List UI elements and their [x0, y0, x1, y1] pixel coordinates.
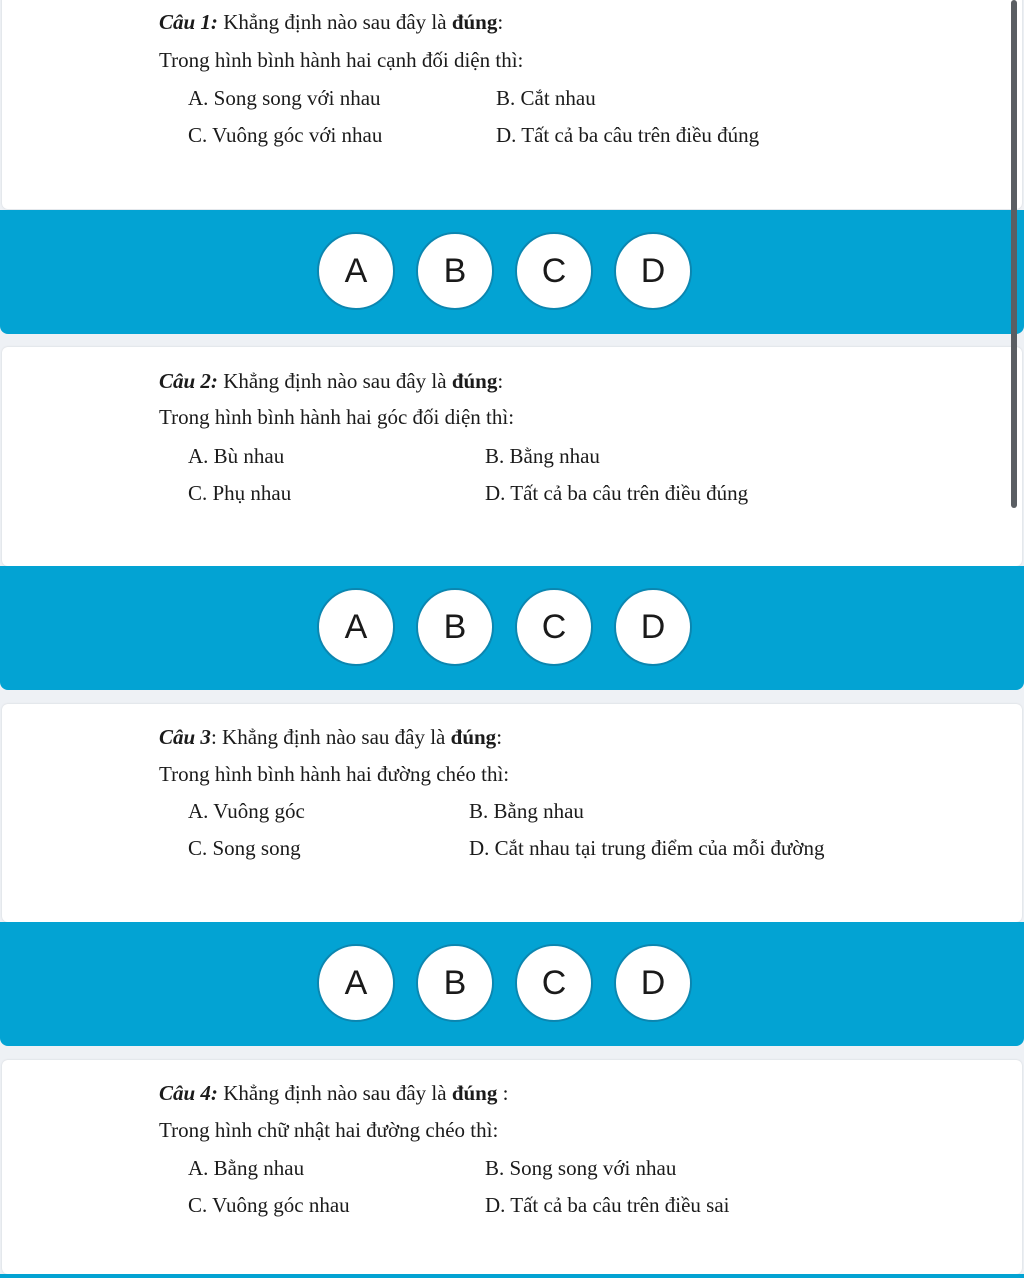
option-a: A. Bù nhau: [188, 444, 285, 468]
option-a: A. Bằng nhau: [188, 1156, 305, 1180]
option-a: A. Vuông góc: [188, 799, 305, 823]
answer-button-a[interactable]: A: [317, 232, 395, 310]
option-c: C. Phụ nhau: [188, 481, 292, 505]
question-title: Câu 3: Khẳng định nào sau đây là đúng:: [159, 725, 503, 749]
answer-button-d[interactable]: D: [614, 588, 692, 666]
answer-button-c[interactable]: C: [515, 944, 593, 1022]
answer-bar-1: [0, 210, 1024, 334]
option-d: D. Tất cả ba câu trên điều đúng: [496, 123, 760, 147]
question-title: Câu 4: Khẳng định nào sau đây là đúng :: [159, 1081, 509, 1105]
question-stem: Trong hình chữ nhật hai đường chéo thì:: [159, 1118, 499, 1142]
question-card-2: [2, 347, 1022, 566]
option-c: C. Vuông góc nhau: [188, 1193, 350, 1217]
question-stem: Trong hình bình hành hai cạnh đối diện thì:: [159, 48, 524, 72]
question-card-3: [2, 704, 1022, 922]
question-stem: Trong hình bình hành hai đường chéo thì:: [159, 762, 510, 786]
answer-button-b[interactable]: B: [416, 944, 494, 1022]
answer-button-b[interactable]: B: [416, 232, 494, 310]
answer-bar-4-edge: [0, 1274, 1024, 1278]
answer-button-b[interactable]: B: [416, 588, 494, 666]
scrollbar[interactable]: [1011, 0, 1017, 508]
answer-bar-3: [0, 922, 1024, 1046]
answer-button-a[interactable]: A: [317, 588, 395, 666]
option-a: A. Song song với nhau: [188, 86, 381, 110]
question-stem: Trong hình bình hành hai góc đối diện thì:: [159, 405, 515, 429]
option-b: B. Bằng nhau: [485, 444, 600, 468]
answer-button-d[interactable]: D: [614, 232, 692, 310]
option-b: B. Song song với nhau: [485, 1156, 677, 1180]
option-b: B. Cắt nhau: [496, 86, 596, 110]
answer-bar-2: [0, 566, 1024, 690]
answer-button-d[interactable]: D: [614, 944, 692, 1022]
option-d: D. Cắt nhau tại trung điểm của mỗi đường: [469, 836, 825, 860]
question-card-1: [2, 0, 1022, 209]
option-d: D. Tất cả ba câu trên điều sai: [485, 1193, 730, 1217]
answer-button-c[interactable]: C: [515, 588, 593, 666]
question-title: Câu 1: Khẳng định nào sau đây là đúng:: [159, 10, 504, 34]
answer-button-a[interactable]: A: [317, 944, 395, 1022]
option-b: B. Bằng nhau: [469, 799, 584, 823]
option-c: C. Vuông góc với nhau: [188, 123, 383, 147]
option-c: C. Song song: [188, 836, 301, 860]
option-d: D. Tất cả ba câu trên điều đúng: [485, 481, 749, 505]
question-title: Câu 2: Khẳng định nào sau đây là đúng:: [159, 369, 504, 393]
question-card-4: [2, 1060, 1022, 1274]
answer-button-c[interactable]: C: [515, 232, 593, 310]
